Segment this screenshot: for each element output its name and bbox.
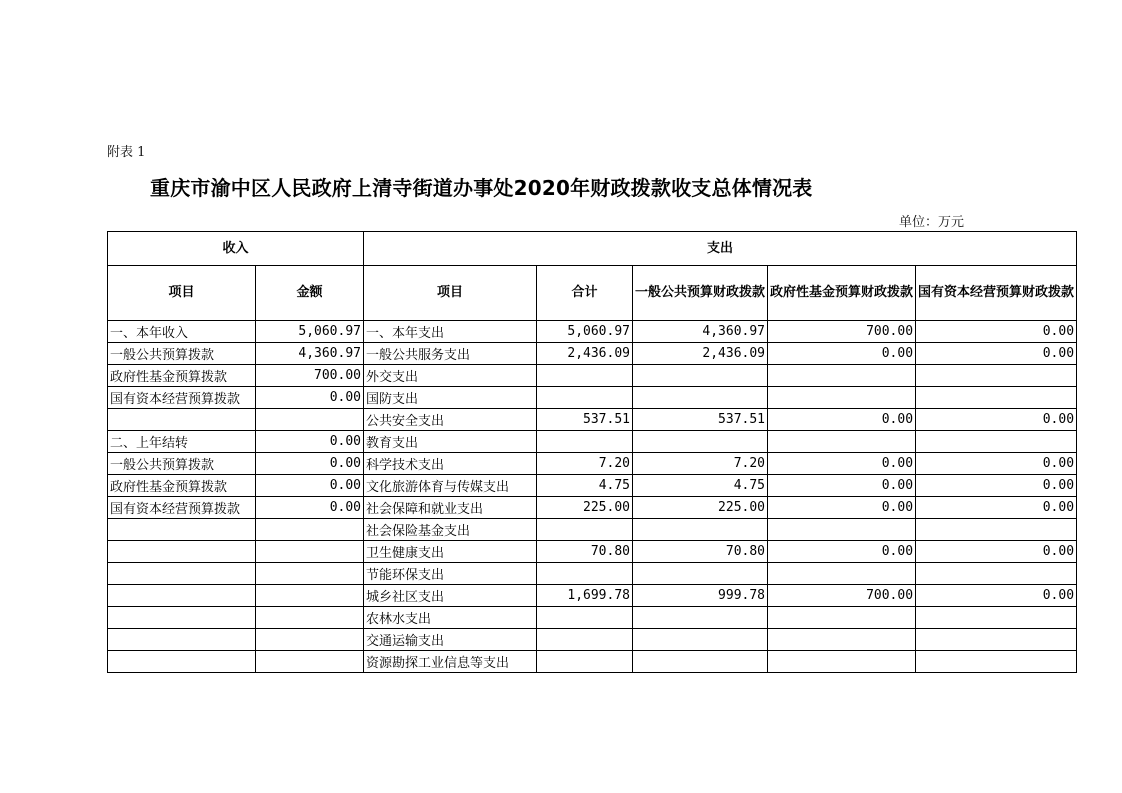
income-item-cell bbox=[108, 563, 256, 585]
general-budget-cell bbox=[633, 607, 768, 629]
general-budget-cell: 2,436.09 bbox=[633, 343, 768, 365]
income-amount-cell bbox=[256, 607, 364, 629]
expense-item-cell: 节能环保支出 bbox=[364, 563, 537, 585]
general-budget-cell bbox=[633, 431, 768, 453]
table-row bbox=[108, 475, 1077, 497]
income-amount-cell bbox=[256, 585, 364, 607]
income-amount-cell: 0.00 bbox=[256, 497, 364, 519]
table-row bbox=[108, 585, 1077, 607]
table-row bbox=[108, 607, 1077, 629]
general-budget-cell bbox=[633, 629, 768, 651]
state-capital-cell bbox=[916, 387, 1077, 409]
state-capital-cell bbox=[916, 563, 1077, 585]
state-capital-header: 国有资本经营预算财政拨款 bbox=[916, 266, 1077, 321]
gov-fund-cell bbox=[768, 519, 916, 541]
income-amount-cell bbox=[256, 629, 364, 651]
gov-fund-cell bbox=[768, 629, 916, 651]
general-budget-cell: 537.51 bbox=[633, 409, 768, 431]
general-budget-header: 一般公共预算财政拨款 bbox=[633, 266, 768, 321]
gov-fund-cell: 0.00 bbox=[768, 343, 916, 365]
income-amount-cell: 5,060.97 bbox=[256, 321, 364, 343]
budget-table bbox=[107, 231, 1077, 673]
table-row bbox=[108, 519, 1077, 541]
state-capital-cell: 0.00 bbox=[916, 409, 1077, 431]
expense-item-cell: 社会保障和就业支出 bbox=[364, 497, 537, 519]
gov-fund-cell bbox=[768, 365, 916, 387]
state-capital-cell: 0.00 bbox=[916, 321, 1077, 343]
state-capital-cell: 0.00 bbox=[916, 453, 1077, 475]
general-budget-cell bbox=[633, 563, 768, 585]
income-header: 收入 bbox=[108, 232, 364, 266]
income-amount-header: 金额 bbox=[256, 266, 364, 321]
general-budget-cell bbox=[633, 387, 768, 409]
gov-fund-cell bbox=[768, 563, 916, 585]
expense-item-cell: 文化旅游体育与传媒支出 bbox=[364, 475, 537, 497]
state-capital-cell bbox=[916, 431, 1077, 453]
income-amount-cell: 4,360.97 bbox=[256, 343, 364, 365]
total-cell bbox=[537, 607, 633, 629]
unit-label: 单位：万元 bbox=[898, 215, 964, 230]
expense-item-cell: 交通运输支出 bbox=[364, 629, 537, 651]
table-row bbox=[108, 629, 1077, 651]
income-amount-cell bbox=[256, 651, 364, 673]
expense-item-cell: 一、本年支出 bbox=[364, 321, 537, 343]
income-item-cell: 国有资本经营预算拨款 bbox=[108, 497, 256, 519]
table-row bbox=[108, 343, 1077, 365]
state-capital-cell bbox=[916, 365, 1077, 387]
gov-fund-cell: 0.00 bbox=[768, 475, 916, 497]
total-cell: 5,060.97 bbox=[537, 321, 633, 343]
header-row-2 bbox=[108, 266, 1077, 321]
income-amount-cell bbox=[256, 541, 364, 563]
expense-item-cell: 一般公共服务支出 bbox=[364, 343, 537, 365]
gov-fund-cell bbox=[768, 607, 916, 629]
expense-item-cell: 资源勘探工业信息等支出 bbox=[364, 651, 537, 673]
general-budget-cell bbox=[633, 519, 768, 541]
gov-fund-cell bbox=[768, 387, 916, 409]
state-capital-cell: 0.00 bbox=[916, 585, 1077, 607]
income-item-cell bbox=[108, 519, 256, 541]
page-title: 重庆市渝中区人民政府上清寺街道办事处2020年财政拨款收支总体情况表 bbox=[150, 176, 813, 200]
expense-item-cell: 公共安全支出 bbox=[364, 409, 537, 431]
total-header: 合计 bbox=[537, 266, 633, 321]
income-item-header: 项目 bbox=[108, 266, 256, 321]
income-item-cell bbox=[108, 585, 256, 607]
gov-fund-cell: 0.00 bbox=[768, 453, 916, 475]
income-amount-cell: 0.00 bbox=[256, 387, 364, 409]
expense-header: 支出 bbox=[364, 232, 1077, 266]
expense-item-cell: 社会保险基金支出 bbox=[364, 519, 537, 541]
income-amount-cell: 0.00 bbox=[256, 475, 364, 497]
general-budget-cell: 225.00 bbox=[633, 497, 768, 519]
total-cell: 537.51 bbox=[537, 409, 633, 431]
state-capital-cell bbox=[916, 651, 1077, 673]
total-cell bbox=[537, 563, 633, 585]
income-item-cell: 二、上年结转 bbox=[108, 431, 256, 453]
gov-fund-cell: 0.00 bbox=[768, 409, 916, 431]
income-item-cell: 一般公共预算拨款 bbox=[108, 453, 256, 475]
total-cell: 7.20 bbox=[537, 453, 633, 475]
header-row-1 bbox=[108, 232, 1077, 266]
table-row bbox=[108, 651, 1077, 673]
general-budget-cell: 4,360.97 bbox=[633, 321, 768, 343]
expense-item-cell: 城乡社区支出 bbox=[364, 585, 537, 607]
total-cell: 225.00 bbox=[537, 497, 633, 519]
annex-label: 附表 1 bbox=[107, 145, 146, 160]
general-budget-cell: 7.20 bbox=[633, 453, 768, 475]
state-capital-cell: 0.00 bbox=[916, 497, 1077, 519]
total-cell: 2,436.09 bbox=[537, 343, 633, 365]
expense-item-cell: 国防支出 bbox=[364, 387, 537, 409]
income-item-cell bbox=[108, 629, 256, 651]
table-row bbox=[108, 453, 1077, 475]
income-amount-cell bbox=[256, 409, 364, 431]
general-budget-cell: 70.80 bbox=[633, 541, 768, 563]
income-item-cell bbox=[108, 541, 256, 563]
income-item-cell: 政府性基金预算拨款 bbox=[108, 475, 256, 497]
table-row bbox=[108, 431, 1077, 453]
general-budget-cell: 4.75 bbox=[633, 475, 768, 497]
table-row bbox=[108, 365, 1077, 387]
expense-item-cell: 外交支出 bbox=[364, 365, 537, 387]
total-cell bbox=[537, 629, 633, 651]
expense-item-cell: 科学技术支出 bbox=[364, 453, 537, 475]
gov-fund-cell bbox=[768, 651, 916, 673]
income-item-cell: 一般公共预算拨款 bbox=[108, 343, 256, 365]
income-item-cell: 国有资本经营预算拨款 bbox=[108, 387, 256, 409]
state-capital-cell: 0.00 bbox=[916, 541, 1077, 563]
expense-item-cell: 农林水支出 bbox=[364, 607, 537, 629]
gov-fund-cell: 0.00 bbox=[768, 541, 916, 563]
state-capital-cell: 0.00 bbox=[916, 343, 1077, 365]
general-budget-cell bbox=[633, 651, 768, 673]
total-cell: 4.75 bbox=[537, 475, 633, 497]
total-cell bbox=[537, 387, 633, 409]
total-cell bbox=[537, 519, 633, 541]
table-row bbox=[108, 497, 1077, 519]
income-amount-cell: 0.00 bbox=[256, 453, 364, 475]
total-cell: 1,699.78 bbox=[537, 585, 633, 607]
table-row bbox=[108, 563, 1077, 585]
gov-fund-cell: 0.00 bbox=[768, 497, 916, 519]
income-item-cell: 政府性基金预算拨款 bbox=[108, 365, 256, 387]
expense-item-cell: 教育支出 bbox=[364, 431, 537, 453]
expense-item-cell: 卫生健康支出 bbox=[364, 541, 537, 563]
income-amount-cell: 0.00 bbox=[256, 431, 364, 453]
income-item-cell: 一、本年收入 bbox=[108, 321, 256, 343]
gov-fund-header: 政府性基金预算财政拨款 bbox=[768, 266, 916, 321]
expense-item-header: 项目 bbox=[364, 266, 537, 321]
total-cell bbox=[537, 431, 633, 453]
total-cell bbox=[537, 651, 633, 673]
income-item-cell bbox=[108, 409, 256, 431]
state-capital-cell: 0.00 bbox=[916, 475, 1077, 497]
state-capital-cell bbox=[916, 519, 1077, 541]
gov-fund-cell: 700.00 bbox=[768, 585, 916, 607]
income-item-cell bbox=[108, 607, 256, 629]
state-capital-cell bbox=[916, 607, 1077, 629]
table-row bbox=[108, 387, 1077, 409]
general-budget-cell: 999.78 bbox=[633, 585, 768, 607]
table-row bbox=[108, 321, 1077, 343]
gov-fund-cell: 700.00 bbox=[768, 321, 916, 343]
table-row bbox=[108, 409, 1077, 431]
income-item-cell bbox=[108, 651, 256, 673]
total-cell bbox=[537, 365, 633, 387]
general-budget-cell bbox=[633, 365, 768, 387]
total-cell: 70.80 bbox=[537, 541, 633, 563]
income-amount-cell bbox=[256, 519, 364, 541]
state-capital-cell bbox=[916, 629, 1077, 651]
income-amount-cell bbox=[256, 563, 364, 585]
gov-fund-cell bbox=[768, 431, 916, 453]
table-row bbox=[108, 541, 1077, 563]
income-amount-cell: 700.00 bbox=[256, 365, 364, 387]
